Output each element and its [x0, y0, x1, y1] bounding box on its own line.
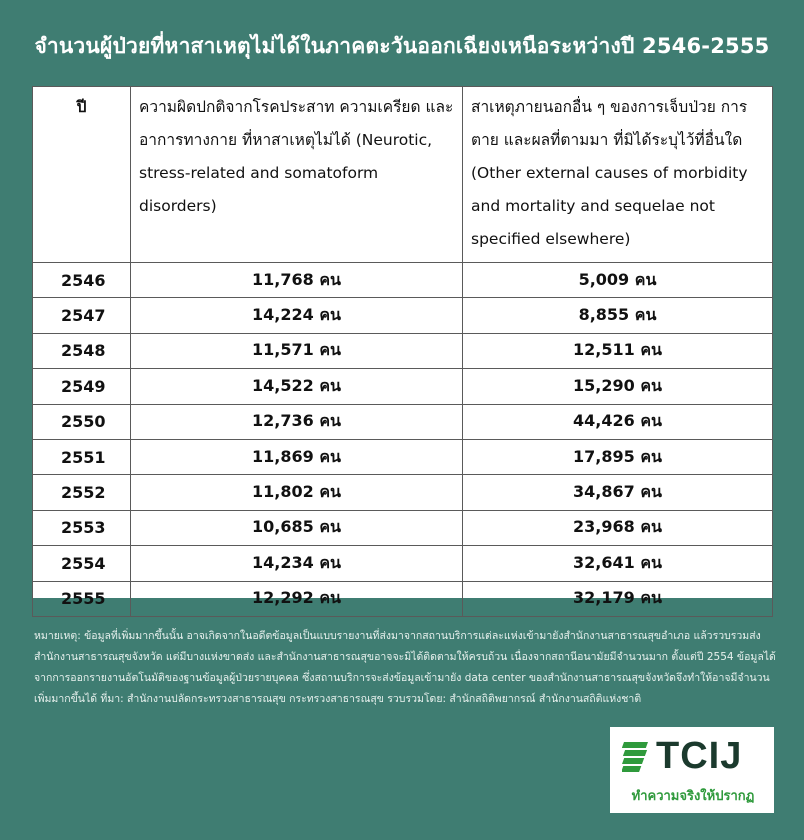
- table-row: [33, 404, 773, 439]
- year-cell: 2554: [33, 546, 131, 581]
- neurotic-cell: 14,224 คน: [131, 298, 463, 333]
- tcij-logo: [610, 727, 774, 813]
- logo-text: TCIJ: [656, 735, 743, 777]
- neurotic-cell: 11,869 คน: [131, 439, 463, 474]
- external-cell: 34,867 คน: [463, 475, 773, 510]
- year-cell: 2555: [33, 581, 131, 616]
- neurotic-cell: 14,522 คน: [131, 369, 463, 404]
- table-row: [33, 510, 773, 545]
- table-row: [33, 581, 773, 616]
- page-title: จำนวนผู้ป่วยที่หาสาเหตุไม่ได้ในภาคตะวันออกเฉียงเหนือระหว่างปี 2546-2555: [34, 34, 770, 58]
- neurotic-cell: 11,768 คน: [131, 263, 463, 298]
- year-cell: 2546: [33, 263, 131, 298]
- year-cell: 2549: [33, 369, 131, 404]
- external-cell: 32,641 คน: [463, 546, 773, 581]
- table-row: [33, 439, 773, 474]
- table-row: [33, 333, 773, 368]
- neurotic-cell: 10,685 คน: [131, 510, 463, 545]
- neurotic-cell: 11,802 คน: [131, 475, 463, 510]
- year-cell: 2553: [33, 510, 131, 545]
- neurotic-cell: 14,234 คน: [131, 546, 463, 581]
- year-cell: 2552: [33, 475, 131, 510]
- logo-slogan: ทำความจริงให้ปรากฏ: [631, 789, 755, 804]
- neurotic-cell: 12,292 คน: [131, 581, 463, 616]
- table-row: [33, 475, 773, 510]
- external-cell: 23,968 คน: [463, 510, 773, 545]
- header-year: ปี: [33, 87, 131, 263]
- table-row: [33, 369, 773, 404]
- table-row: [33, 298, 773, 333]
- external-cell: 8,855 คน: [463, 298, 773, 333]
- header-external: สาเหตุภายนอกอื่น ๆ ของการเจ็บป่วย การตาย และผลที่ตามมา ที่มิได้ระบุไว้ที่อื่นใด (Other external causes of morbidity and mortality and sequelae not specified elsewhere): [463, 87, 773, 263]
- table-header-row: [33, 87, 773, 263]
- table-row: [33, 263, 773, 298]
- data-table-container: [32, 86, 772, 609]
- logo-stripes-icon: [622, 742, 652, 772]
- external-cell: 12,511 คน: [463, 333, 773, 368]
- year-cell: 2550: [33, 404, 131, 439]
- table-row: [33, 546, 773, 581]
- external-cell: 15,290 คน: [463, 369, 773, 404]
- year-cell: 2547: [33, 298, 131, 333]
- external-cell: 32,179 คน: [463, 581, 773, 616]
- neurotic-cell: 12,736 คน: [131, 404, 463, 439]
- external-cell: 44,426 คน: [463, 404, 773, 439]
- year-cell: 2548: [33, 333, 131, 368]
- header-neurotic: ความผิดปกติจากโรคประสาท ความเครียด และอาการทางกาย ที่หาสาเหตุไม่ได้ (Neurotic, stress-related and somatoform disorders): [131, 87, 463, 263]
- footnote: หมายเหตุ: ข้อมูลที่เพิ่มมากขึ้นนั้น อาจเกิดจากในอดีตข้อมูลเป็นแบบรายงานที่ส่งมาจากสถานบริการแต่ละแห่งเข้ามายังสำนักงานสาธารณสุขอำเภอ แล้วรวบรวมส่งสำนักงานสาธารณสุขจังหวัด แต่มีบางแห่งขาดส่ง และสำนักงานสาธารณสุขอาจจะมิได้ติดตามให้ครบถ้วน เนื่องจากสถานีอนามัยมีจำนวนมาก ตั้งแต่ปี 2554 ข้อมูลได้จากการออกรายงานอัตโนมัติของฐานข้อมูลผู้ป่วยรายบุคคล ซึ่งสถานบริการจะส่งข้อมูลเข้ามายัง data center ของสำนักงานสาธารณสุขจังหวัดจึงทำให้อาจมีจำนวนเพิ่มมากขึ้นได้ ที่มา: สำนักงานปลัดกระทรวงสาธารณสุข กระทรวงสาธารณสุข รวบรวมโดย: สำนักสถิติพยากรณ์ สำนักงานสถิติแห่งชาติ: [34, 630, 776, 705]
- neurotic-cell: 11,571 คน: [131, 333, 463, 368]
- year-cell: 2551: [33, 439, 131, 474]
- data-table: [32, 86, 773, 617]
- external-cell: 5,009 คน: [463, 263, 773, 298]
- external-cell: 17,895 คน: [463, 439, 773, 474]
